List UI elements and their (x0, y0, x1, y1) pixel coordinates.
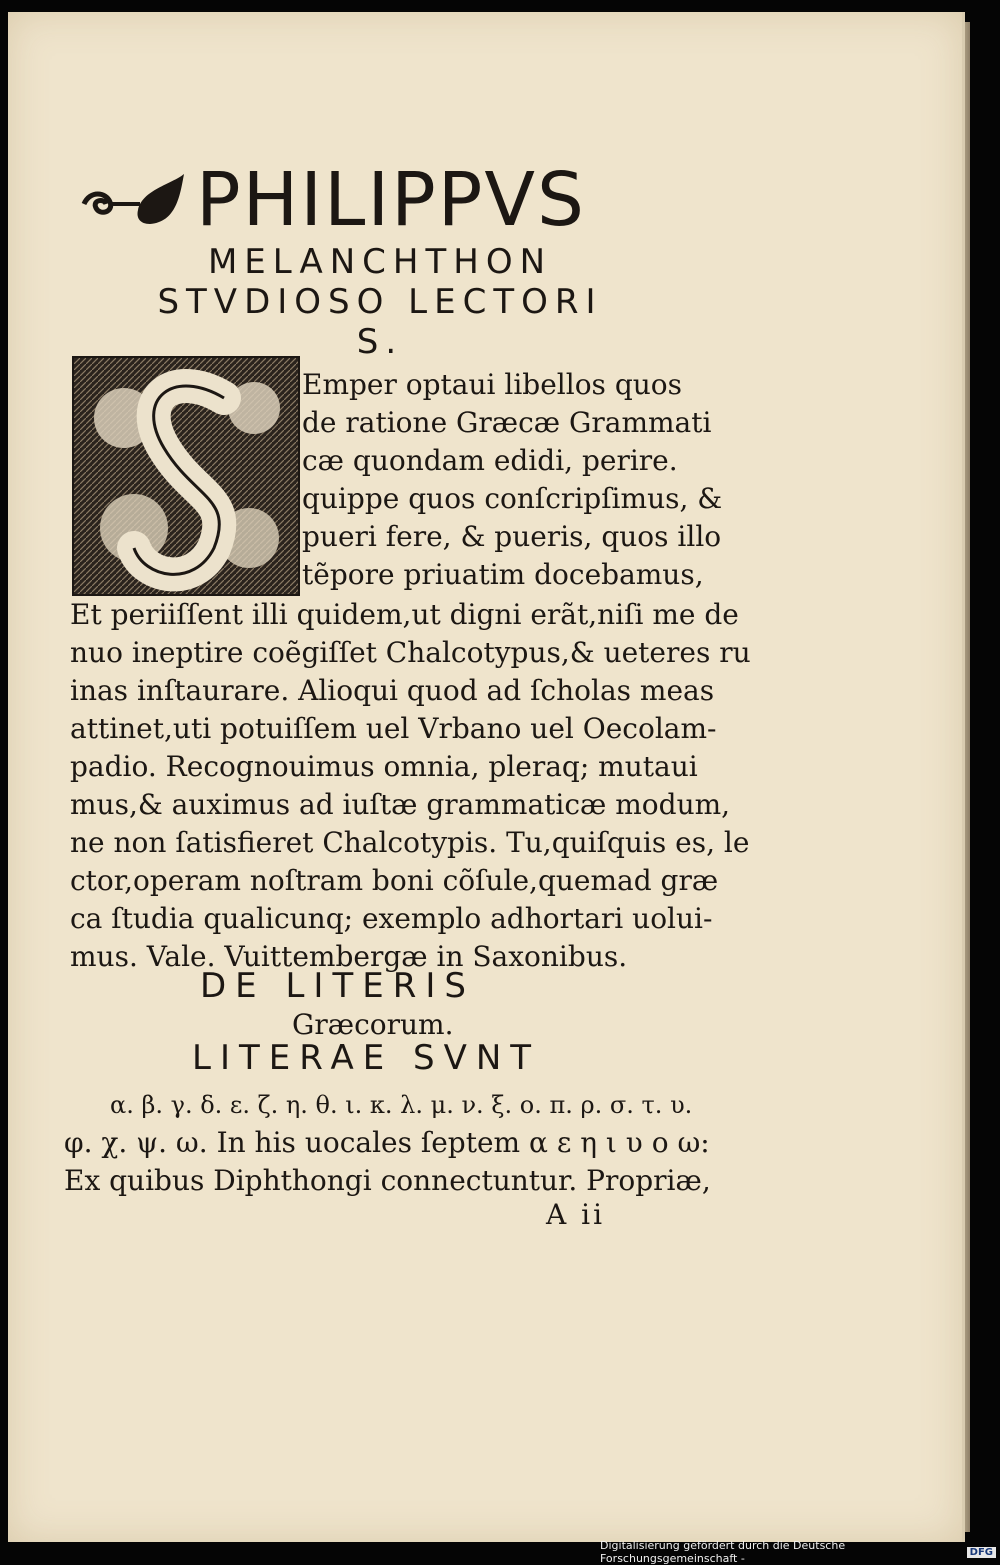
paragraph-line: ctor,operam noſtram boni cõſule,quemad græ (70, 864, 719, 897)
subtitle-line-1: MELANCHTHON (207, 242, 553, 282)
paragraph-line: attinet,uti potuiſſem uel Vrbano uel Oecolam- (70, 712, 717, 745)
digitization-footer (600, 1539, 1000, 1565)
greek-alphabet-line: Ex quibus Diphthongi connectuntur. Propriæ, (64, 1164, 711, 1197)
greek-alphabet-line: φ. χ. ψ. ω. In his uocales ſeptem α ε η ι υ ο ω: (64, 1126, 710, 1159)
paragraph-line: ca ſtudia qualicunq; exemplo adhortari uolui- (70, 902, 713, 935)
paragraph-line: padio. Recognouimus omnia, pleraq; mutaui (70, 750, 698, 783)
paragraph-line: nuo ineptire coẽgiſſet Chalcotypus,& ueteres ru (70, 636, 751, 669)
subtitle-line-2: STVDIOSO LECTORI (157, 282, 603, 322)
footer-text: Digitalisierung gefördert durch die Deutsche Forschungsgemeinschaft - (600, 1539, 846, 1565)
paragraph-line: tẽpore priuatim docebamus, (302, 558, 704, 591)
subtitle-line-3: S. (356, 322, 404, 362)
title-row (80, 150, 660, 250)
paragraph-line: mus,& auximus ad iuſtæ grammaticæ modum, (70, 788, 731, 821)
paragraph-line: de ratione Græcæ Grammati (302, 406, 712, 439)
fleuron-ornament-icon (80, 170, 190, 230)
paragraph-line: mus. Vale. Vuittembergæ in Saxonibus. (70, 940, 628, 973)
paragraph-line: Et periiſſent illi quidem,ut digni erãt,niſi me de (70, 598, 739, 631)
signature-mark: A ii (546, 1198, 606, 1231)
greek-alphabet-line: α. β. γ. δ. ε. ζ. η. θ. ι. κ. λ. μ. ν. ξ. ο. π. ρ. σ. τ. υ. (110, 1091, 693, 1119)
dfg-logo: DFG (967, 1547, 996, 1558)
paragraph-line: pueri fere, & pueris, quos illo (302, 520, 722, 553)
section-subheading: Græcorum. (292, 1008, 454, 1041)
section-heading: DE LITERIS (200, 966, 475, 1006)
paragraph-line: Emper optaui libellos quos (302, 368, 683, 401)
letters-heading: LITERAE SVNT (192, 1038, 541, 1078)
paragraph-line: ne non ſatisfieret Chalcotypis. Tu,quiſquis es, le (70, 826, 750, 859)
paragraph-line: cæ quondam edidi, perire. (302, 444, 678, 477)
page-title: PHILIPPVS (196, 157, 586, 243)
woodcut-initial-s-icon (72, 356, 300, 596)
paragraph-line: quippe quos conſcripſimus, & (302, 482, 723, 515)
paragraph-line: inas inſtaurare. Alioqui quod ad ſcholas meas (70, 674, 715, 707)
